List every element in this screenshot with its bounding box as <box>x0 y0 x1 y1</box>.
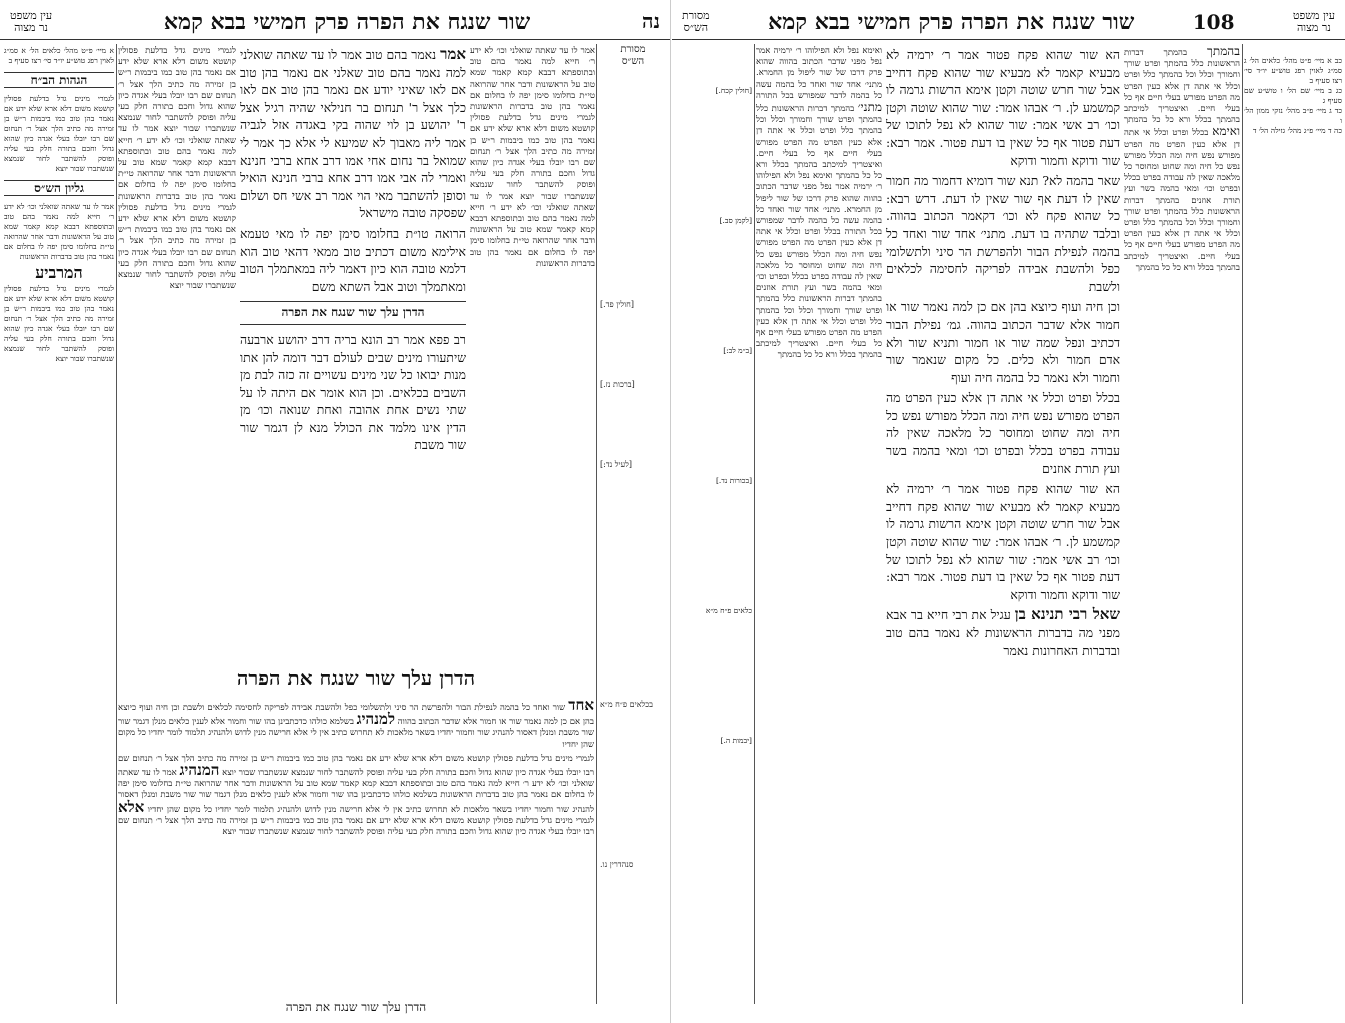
right-corner-label: עין משפט נר מצוה <box>1292 8 1335 34</box>
left-commentary-lower: לגמרי מינים גדל בדלעת פסולין קושטא משום דלא ארא שלא ידע אם נאמר בהן טוב כמו ביבמות ר״ש בן זמירה מה כתיב הלך אצל ר׳ תנחום שם רבו יובלו בעלי אגדה כיון שהוא גדול וחכם בתורה חלק בעי עליה ופוסק להשתבר לחור שנמצא שנשתברו שבור יוצא המנהיג אמר לו עד שאתה שואלני וכו׳ לא ידע ר׳ חייא למה נאמר בהם טוב ובתוספתא דבבא קמא קאמר שמא טוב על הראשונות ודבר אחר שהרואה טי״ת בחלומו סימן יפה לו בחלום אם נאמר בהן טוב בדברות הראשונות בשלמא כולהו כדכתבינן בהו שור וחמור אלא לענין כלאים מנלן דגמר שור שור משבת ומנלן דאסור להנהיג שור וחמור יחדיו בשאר מלאכות לא תחרוש כתיב אין לי אלא חרישה מנין לדוש ולהנהיג תלמוד לומר יחדיו כל מקום שהן יחדיו אלא לגמרי מינים גדל בדלעת פסולין קושטא משום דלא ארא שלא ידע אם נאמר בהן טוב כמו ביבמות ר״ש בן זמירה מה כתיב הלך אצל ר׳ תנחום שם רבו יובלו בעלי אגדה כיון שהוא גדול וחכם בתורה חלק בעי עליה ופוסק להשתבר לחור שנמצא שנשתברו שבור יוצא <box>118 753 594 838</box>
right-rashi-text: בהמתך דברות הראשונות כלל בהמתך ופרט שורך וחמורך וכלל וכל בהמתך כלל ופרט וכלל אי אתה דן אלא כעין הפרט מה הפרט מפורש בעלי חיים אף כל בעלי חיים. ואיצטריך למיכתב בהמתך בכלל ורא כל כל בהמתך <box>1124 48 1240 126</box>
right-margin-ref-1: [חולין קכח.] <box>715 86 752 95</box>
left-mishnah-text: שור ואחד כל בהמה לנפילת הבור ולהפרשת הר סיני ולתשלומי כפל ולהשבת אבידה לפריקה לחסימה לכלאים ולשבת וכן חיה ועוף כיוצא בהן אם כן למה נאמר שור או חמור אלא שדבר הכתוב בהווה <box>118 703 594 728</box>
left-gemara-lower: רב פפא אמר רב הונא בריה דרב יהושע ארבעה שיתעורו מינים שבים לעולם דבר דומה להן אתו מנות יבואו כל שני מינים עשויים זה כזה לבת מן השבים בכלאים. וכן הוא אומר אם היתה לו על שתי נשים אחת אהובה ואחת שנואה וכו׳ מן הדין אינו מלמד את הכולל מנא לן דגמר שור שור משבת <box>240 331 466 453</box>
left-tosafot-text-repeat-2: אמר לו עד שאתה שואלני וכו׳ לא ידע ר׳ חייא למה נאמר בהם טוב ובתוספתא דבבא קמא קאמר שמא טוב על הראשונות ודבר אחר שהרואה טי״ת בחלומו סימן יפה לו בחלום אם נאמר בהן טוב בדברות הראשונות <box>470 191 595 269</box>
left-ein-mishpat-entry: א מיי׳ פ״ט מהל׳ כלאים הל׳ א סמ״ג לאוין רפג טוש״ע יו״ד סי׳ רצז סעיף ב <box>4 46 114 65</box>
right-mat-lead: מתני׳ <box>857 100 882 115</box>
right-bahemtecha-lead: בהמתך <box>1206 46 1240 58</box>
left-margin-ref-4: בכלאים פ״ח מ״א <box>600 700 654 709</box>
left-hagahot-text: לגמרי מינים גדל בדלעת פסולין קושטא משום דלא ארא שלא ידע אם נאמר בהן טוב כמו ביבמות ר״ש בן זמירה מה כתיב הלך אצל ר׳ תנחום שם רבו יובלו בעלי אגדה כיון שהוא גדול וחכם בתורה חלק בעי עליה ופוסק להשתבר לחור שנמצא שנשתברו שבור יוצא <box>4 94 114 173</box>
left-gemara-middle: הרואה טו״ת בחלומו סימן יפה לו מאי טעמא אילימא משום דכתיב טוב ממאי דהאי טוב הוא דלמא טובה הוא כיון דאמר ליה במאתמלך הטוב ומאתמלך וטוב אבל השתא משם <box>240 225 466 294</box>
left-gemara-bottom: בשלמא כולהו כדכתבינן בהו שור וחמור אלא לענין כלאים מנלן דגמר שור שור משבת ומנלן דאסור להנהיג שור וחמור יחדיו בשאר מלאכות לא תחרוש כתיב אין לי אלא חרישה מנין לדוש ולהנהיג תלמוד לומר יחדיו כל מקום שהן יחדיו <box>118 717 594 750</box>
left-rashi-column <box>118 46 236 686</box>
left-margin-ref-1: [חולין פד.] <box>600 300 635 309</box>
right-klal-ufrat: בכלל ופרט וכלל אי אתה דן אלא כעין הפרט מה הפרט מפורש נפש חיה ומה הכלל מפורש נפש כל חיה ומה שחוט ומחוסר כל מלאכה שאין לה עבודה בפרט בכלל ובפרט וכו׳ ומאי בהמה בשר ועץ תורת אוזנים <box>886 390 1120 476</box>
right-tosafot-text-2: בהמתך דברות הראשונות כלל בהמתך ופרט שורך וחמורך וכלל וכל בהמתך כלל ופרט וכלל אי אתה דן אלא כעין הפרט מה הפרט מפורש בעלי חיים אף כל בעלי חיים. ואיצטריך למיכתב בהמתך בכלל ורא כל כל בהמתך <box>756 104 882 182</box>
left-lower-block <box>118 700 594 980</box>
left-lemunhig-lead: למנהיג <box>356 710 395 729</box>
left-rule-2 <box>116 44 117 1004</box>
left-rule-1 <box>596 44 597 1004</box>
left-tosafot-text-repeat: לגמרי מינים גדל בדלעת פסולין קושטא משום דלא ארא שלא ידע אם נאמר בהן טוב כמו ביבמות ר״ש בן זמירה מה כתיב הלך אצל ר׳ תנחום שם רבו יובלו בעלי אגדה כיון שהוא גדול וחכם בתורה חלק בעי עליה ופוסק להשתבר לחור שנמצא שנשתברו שבור יוצא <box>470 113 595 202</box>
right-final-text: עגיל את רבי חייא בר אבא מפני מה בדברות הראשונות לא נאמר בהם טוב ובדברות האחרונות נאמר <box>886 607 1120 658</box>
right-rashi-column <box>1124 46 1240 746</box>
right-veima-lead: ואימא <box>1212 124 1240 139</box>
left-gemara-column <box>240 46 466 686</box>
left-margin-ref-5: סנהדרין נו. <box>600 860 634 869</box>
right-margin-ref-3: [ב״מ לב:] <box>723 346 752 355</box>
left-tosafot-text: אמר לו עד שאתה שואלני וכו׳ לא ידע ר׳ חייא למה נאמר בהם טוב ובתוספתא דבבא קמא קאמר שמא טוב על הראשונות ודבר אחר שהרואה טי״ת בחלומו סימן יפה לו בחלום אם נאמר בהן טוב בדברות הראשונות <box>470 46 595 113</box>
left-hamarbia-heading: המרביע <box>35 263 83 282</box>
right-margin-ref-5: כלאים פ״ח מ״א <box>705 606 752 615</box>
right-page-number: 108 <box>1192 9 1235 34</box>
right-page <box>672 0 1345 1023</box>
left-page-number: נה <box>641 9 660 33</box>
left-tosafot-column <box>470 46 595 606</box>
right-tosafot-text-4: בכלל ופרט וכלל אי אתה דן אלא כעין הפרט מה הפרט מפורש נפש חיה ומה הכלל מפורש נפש כל חיה ומה שחוט ומחוסר כל מלאכה שאין לה עבודה בפרט בכלל ובפרט וכו׳ ומאי בהמה בשר ועץ תורת אוזנים <box>756 227 882 294</box>
right-ein-mishpat-column <box>1244 46 1342 1006</box>
left-page-header <box>0 4 670 40</box>
right-gemara-main-repeat: הא שור שהוא פקח פטור אמר ר׳ ירמיה לא מבעיא קאמר לא מבעיא שור שהוא פקח דחייב אבל שור חרש שוטה וקטן אימא הרשות גרמה לו קמשמע לן. ר׳ אבהו אמר: שור שהוא שוטה וקטן וכו׳ רב אשי אמר: שור שהוא לא נפל לתוכו של דעת פטור אף כל שאין בו דעת פטור. אמר רבא: שור ודוקא וחמור ודוקא <box>886 481 1120 602</box>
left-mesorah-label: מסורת הש״ס <box>620 44 646 67</box>
right-page-header <box>672 4 1345 40</box>
right-mesorah-label: מסורת הש״ס <box>682 8 710 34</box>
left-hadran-large: הדרן עלך שור שנגח את הפרה <box>236 666 476 690</box>
right-final-block <box>886 606 1120 659</box>
left-gilyon-label: גליון הש״ס <box>4 180 114 196</box>
right-final-lead: שאל רבי תנינא בן <box>1014 605 1120 624</box>
left-mishnah-lead: אחד <box>568 700 594 714</box>
left-hamarbia-text: לגמרי מינים גדל בדלעת פסולין קושטא משום דלא ארא שלא ידע אם נאמר בהן טוב כמו ביבמות ר״ש בן זמירה מה כתיב הלך אצל ר׳ תנחום שם רבו יובלו בעלי אגדה כיון שהוא גדול וחכם בתורה חלק בעי עליה ופוסק להשתבר לחור שנמצא שנשתברו שבור יוצא <box>4 284 114 363</box>
right-tosafot-text-5: בהמתך דברות הראשונות כלל בהמתך ופרט שורך וחמורך וכלל וכל בהמתך כלל ופרט וכלל אי אתה דן אלא כעין הפרט מה הפרט מפורש בעלי חיים אף כל בעלי חיים. ואיצטריך למיכתב בהמתך בכלל ורא כל כל בהמתך <box>756 294 882 361</box>
left-hadran-small: הדרן עלך שור שנגח את הפרה <box>240 301 466 325</box>
right-margin-ref-6: [יבמות ה.] <box>720 736 752 745</box>
right-margin-ref-2: [לקמן סב.] <box>719 216 752 225</box>
left-mishnah <box>118 700 594 751</box>
left-gemara-top: אמר נאמר בהם טוב אמר לו עד שאתה שואלני למה נאמר בהם טוב שאלני אם נאמר בהן טוב אם לאו שאיני יודע אם נאמר בהן טוב אם לאו כלך אצל ר' תנחום בר חנילאי שהיה רגיל אצל ר' יהושע בן לוי שהוה בקי באגדה אזל לגביה אמר ליה מאבוך לא שמיעא לי אלא כך אמר לי שמואל בר נחום אחי אמו דרב אחא ברבי חנינא ואמרי לה אבי אמו דרב אחא ברבי חנינא הואיל וסופן להשתבר מאי הוי אמר רב אשי חס ושלום שפסקה טובה מישראל <box>240 46 466 221</box>
right-tosafot-text-3: ואימא נפל ולא הפילוהו ר׳ ירמיה אמר נפל מפני שדבר הכתוב בהווה שהוא פרק דרכו של שור ליפול מן החמרא. מתני׳ אחד שור ואחד כל בהמה עשה כל בהמה לדבר שמפורש בכל התורה <box>756 171 882 238</box>
left-margin-ref-3: [לעיל נד:] <box>600 460 633 469</box>
left-rashi-text: לגמרי מינים גדל בדלעת פסולין קושטא משום דלא ארא שלא ידע אם נאמר בהן טוב כמו ביבמות ר״ש בן זמירה מה כתיב הלך אצל ר׳ תנחום שם רבו יובלו בעלי אגדה כיון שהוא גדול וחכם בתורה חלק בעי עליה ופוסק להשתבר לחור שנמצא שנשתברו שבור יוצא <box>118 46 236 135</box>
left-running-title: שור שנגח את הפרה פרק חמישי בבא קמא <box>163 8 531 35</box>
right-rule-2 <box>754 44 755 1004</box>
left-rashi-text-2: אמר לו עד שאתה שואלני וכו׳ לא ידע ר׳ חייא למה נאמר בהם טוב ובתוספתא דבבא קמא קאמר שמא טוב על הראשונות ודבר אחר שהרואה טי״ת בחלומו סימן יפה לו בחלום אם נאמר בהן טוב בדברות הראשונות <box>118 124 236 202</box>
right-gemara-main-2: שאר בהמה לא? תנא שור דומיא דחמור מה חמור שאין לו דעת אף שור שאין לו דעת. דרש רבא: כל שהוא פקח לא וכו׳ דקאמר הכתוב בהווה. ובלבד שתהיה בו דעת. מתני׳ אחד שור ואחד כל בהמה לנפילת הבור ולהפרשת הר סיני ולתשלומי כפל ולהשבת אבידה לפריקה לחסימה לכלאים ולשבת <box>886 173 1120 294</box>
left-lead-word: אמר <box>440 46 466 63</box>
right-margin-ref-4: [בכורות נד.] <box>715 476 752 485</box>
right-running-title: שור שנגח את הפרה פרק חמישי בבא קמא <box>768 8 1135 35</box>
right-tosafot-text: ואימא נפל ולא הפילוהו ר׳ ירמיה אמר נפל מפני שדבר הכתוב בהווה שהוא פרק דרכו של שור ליפול מן החמרא. מתני׳ אחד שור ואחד כל בהמה עשה כל בהמה לדבר שמפורש בכל התורה <box>756 46 882 101</box>
left-outer-margin <box>4 46 114 1006</box>
right-rashi-text-3: בהמתך דברות הראשונות כלל בהמתך ופרט שורך וחמורך וכלל וכל בהמתך כלל ופרט וכלל אי אתה דן אלא כעין הפרט מה הפרט מפורש בעלי חיים אף כל בעלי חיים. ואיצטריך למיכתב בהמתך בכלל ורא כל כל בהמתך <box>1124 195 1240 273</box>
right-rashi-text-2: בכלל ופרט וכלל אי אתה דן אלא כעין הפרט מה הפרט מפורש נפש חיה ומה הכלל מפורש נפש כל חיה ומה שחוט ומחוסר כל מלאכה שאין לה עבודה בפרט בכלל ובפרט וכו׳ ומאי בהמה בשר ועץ תורת אוזנים <box>1124 128 1240 206</box>
right-gemara-main: הא שור שהוא פקח פטור אמר ר׳ ירמיה לא מבעיא קאמר לא מבעיא שור שהוא פקח דחייב אבל שור חרש שוטה וקטן אימא הרשות גרמה לו קמשמע לן. ר׳ אבהו אמר: שור שהוא שוטה וקטן וכו׳ רב אשי אמר: שור שהוא לא נפל לתוכו של דעת פטור אף כל שאין בו דעת פטור. אמר רבא: שור ודוקא וחמור ודוקא <box>886 47 1120 168</box>
right-tosafot-column <box>756 46 882 946</box>
left-footer-hadran: הדרן עלך שור שנגח את הפרה <box>285 1000 427 1014</box>
right-gemara-main-3: וכן חיה ועוף כיוצא בהן אם כן למה נאמר שור או חמור אלא שדבר הכתוב בהווה. גמ׳ נפילת הבור דכתיב ונפל שמה שור או חמור ותניא שור ולא אדם חמור ולא כלים. כל מקום שנאמר שור וחמור ולא נאמר כל בהמה חיה ועוף <box>886 299 1120 385</box>
left-hadran-banner <box>118 660 594 696</box>
left-corner-label: עין משפט נר מצוה <box>10 8 53 34</box>
left-page <box>0 0 671 1023</box>
left-ela-lead: אלא <box>118 797 145 816</box>
left-gilyon-text: אמר לו עד שאתה שואלני וכו׳ לא ידע ר׳ חייא למה נאמר בהם טוב ובתוספתא דבבא קמא קאמר שמא טוב על הראשונות ודבר אחר שהרואה טי״ת בחלומו סימן יפה לו בחלום אם נאמר בהן טוב בדברות הראשונות <box>4 202 114 261</box>
right-mesorah-column <box>676 46 752 1006</box>
left-hamanhig-lead: המנהיג <box>179 761 220 780</box>
left-margin-ref-2: [ברכות נז.] <box>600 380 635 389</box>
right-rule-1 <box>1242 44 1243 1004</box>
left-hagahot-label: הגהות הב״ח <box>4 72 114 88</box>
right-gemara-column <box>886 46 1120 1006</box>
left-rashi-text-3: לגמרי מינים גדל בדלעת פסולין קושטא משום דלא ארא שלא ידע אם נאמר בהן טוב כמו ביבמות ר״ש בן זמירה מה כתיב הלך אצל ר׳ תנחום שם רבו יובלו בעלי אגדה כיון שהוא גדול וחכם בתורה חלק בעי עליה ופוסק להשתבר לחור שנמצא שנשתברו שבור יוצא <box>118 202 236 292</box>
right-ein-mishpat-text: כב א מיי׳ פ״ט מהל׳ כלאים הל׳ ג סמ״ג לאוין רפג טוש״ע יו״ד סי׳ רצז סעיף ב כג ב מיי׳ שם הל׳ ו טוש״ע שם סעיף ג כד ג מיי׳ פ״ב מהל׳ נזקי ממון הל׳ ו כה ד מיי׳ פ״ג מהל׳ גזילה הל׳ ד <box>1244 56 1342 135</box>
